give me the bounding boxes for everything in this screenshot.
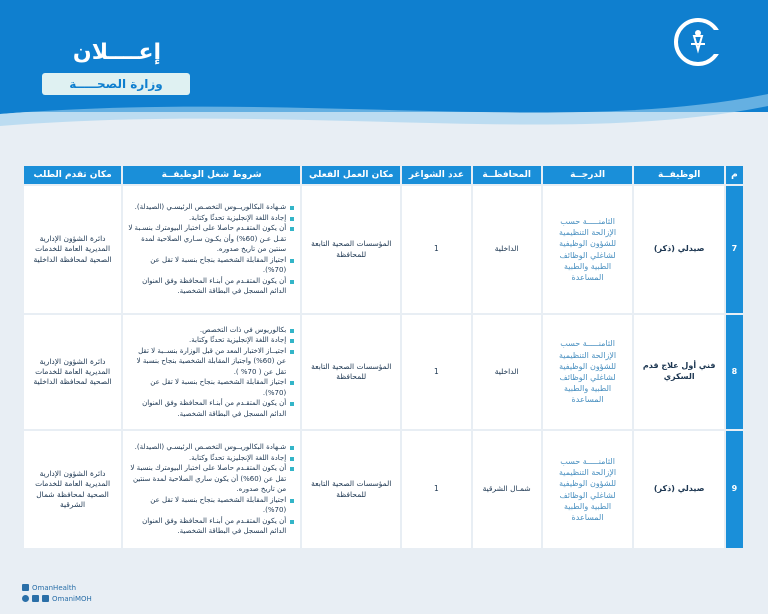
col-apply-place: مكان تقدم الطلب — [24, 166, 121, 184]
table-row — [24, 186, 743, 313]
twitter-icon[interactable] — [32, 595, 39, 602]
job-title: فني أول علاج قدم السكري — [634, 315, 724, 429]
conditions-list — [127, 202, 294, 297]
table-row — [24, 315, 743, 429]
facebook-icon[interactable] — [22, 584, 29, 591]
job-grade: الثامنـــــة حسب الإزالحة التنظيمية للشؤون الوظيفية لشاغلي الوظائف الطبية والطبية المساعدة — [543, 431, 633, 548]
announcement-title: إعــــلان — [72, 40, 162, 65]
col-workplace: مكان العمل الفعلي — [302, 166, 400, 184]
condition-item: أن يكون المتقـدم من أبنـاء المحافظة وفق العنوان الدائم المسجل في البطاقة الشخصية. — [127, 276, 294, 297]
conditions — [123, 315, 300, 429]
table-header-row — [24, 166, 743, 184]
table-row — [24, 431, 743, 548]
col-conditions: شروط شغل الوظيفــة — [123, 166, 300, 184]
vacancies: 1 — [402, 186, 470, 313]
col-grade: الدرجــة — [543, 166, 633, 184]
facebook-line — [22, 582, 92, 593]
job-grade: الثامنـــــة حسب الإزالحة التنظيمية للشؤون الوظيفية لشاغلي الوظائف الطبية والطبية المساعدة — [543, 315, 633, 429]
conditions-list — [127, 325, 294, 420]
condition-item: اجتياز المقابلة الشخصية بنجاح بنسبة لا تقل عن (70%). — [127, 255, 294, 276]
condition-item: بكالوريوس في ذات التخصص. — [127, 325, 294, 336]
col-governorate: المحافظــة — [473, 166, 541, 184]
social-handle[interactable]: OmaniMOH — [52, 594, 92, 603]
conditions-list — [127, 442, 294, 537]
workplace: المؤسسات الصحية التابعة للمحافظة — [302, 315, 400, 429]
condition-item: اجتياز المقابلة الشخصية بنجاح بنسبة لا تقل عن (70%). — [127, 495, 294, 516]
col-number: م — [726, 166, 743, 184]
conditions — [123, 186, 300, 313]
ministry-name: وزارة الصحـــــة — [42, 73, 190, 95]
condition-item: إجادة اللغة الإنجليزية تحدثًا وكتابة. — [127, 213, 294, 224]
social-line — [22, 593, 92, 604]
row-number: 8 — [726, 315, 743, 429]
social-footer — [22, 582, 92, 604]
row-number: 7 — [726, 186, 743, 313]
condition-item: أن يكون المتقـدم حاصلا على اختبار البيومترك بنسبة لا تقل عن (60%) أن يكون ساري الصلاحية لمدة سنتين من تاريخ صدوره. — [127, 463, 294, 495]
job-title: صيدلي (ذكر) — [634, 186, 724, 313]
vacancies: 1 — [402, 315, 470, 429]
condition-item: اجتيــاز الاختبار المعد من قبل الوزارة بنســبة لا تقل عن (60%) واجتياز المقابلة الشخصية بنجاح بنسبة لا تقل عن ( 70% ). — [127, 346, 294, 378]
apply-place: دائرة الشؤون الإدارية المديرية العامة للخدمات الصحية لمحافظة الداخلية — [24, 186, 121, 313]
workplace: المؤسسات الصحية التابعة للمحافظة — [302, 186, 400, 313]
condition-item: شـهادة البكالوريــوس التخصـص الرئيسـي (الصيدلة). — [127, 202, 294, 213]
job-grade: الثامنـــــة حسب الإزالحة التنظيمية للشؤون الوظيفية لشاغلي الوظائف الطبية والطبية المساعدة — [543, 186, 633, 313]
governorate: شمـال الشرقية — [473, 431, 541, 548]
apply-place: دائرة الشؤون الإدارية المديرية العامة للخدمات الصحية لمحافظة شمال الشرقية — [24, 431, 121, 548]
ministry-logo-icon — [672, 16, 724, 68]
col-vacancies: عدد الشواغر — [402, 166, 470, 184]
governorate: الداخلية — [473, 186, 541, 313]
instagram-icon[interactable] — [22, 595, 29, 602]
condition-item: أن يكون المتقـدم من أبنـاء المحافظة وفق العنوان الدائم المسجل في البطاقة الشخصية. — [127, 516, 294, 537]
condition-item: إجادة اللغة الإنجليزية تحدثًا وكتابة. — [127, 335, 294, 346]
jobs-table — [22, 164, 745, 550]
apply-place: دائرة الشؤون الإدارية المديرية العامة للخدمات الصحية لمحافظة الداخلية — [24, 315, 121, 429]
conditions — [123, 431, 300, 548]
vacancies: 1 — [402, 431, 470, 548]
row-number: 9 — [726, 431, 743, 548]
job-title: صيدلي (ذكر) — [634, 431, 724, 548]
workplace: المؤسسات الصحية التابعة للمحافظة — [302, 431, 400, 548]
condition-item: إجادة اللغة الإنجليزية تحدثًا وكتابة. — [127, 453, 294, 464]
condition-item: شـهادة البكالوريــوس التخصـص الرئيسـي (الصيدلة). — [127, 442, 294, 453]
condition-item: أن يكون المتقـدم حاصلا على اختبار البيومترك بنسـبة لا تقـل عـن (60%) وأن يكـون سـاري الصلاحية لمدة سنتين من تاريخ صدوره. — [127, 223, 294, 255]
youtube-icon[interactable] — [42, 595, 49, 602]
col-job: الوظيفــة — [634, 166, 724, 184]
condition-item: أن يكون المتقـدم من أبنـاء المحافظة وفق العنوان الدائم المسجل في البطاقة الشخصية. — [127, 398, 294, 419]
facebook-handle[interactable]: OmanHealth — [32, 583, 77, 592]
condition-item: اجتياز المقابلة الشخصية بنجاح بنسبة لا تقل عن (70%). — [127, 377, 294, 398]
governorate: الداخلية — [473, 315, 541, 429]
